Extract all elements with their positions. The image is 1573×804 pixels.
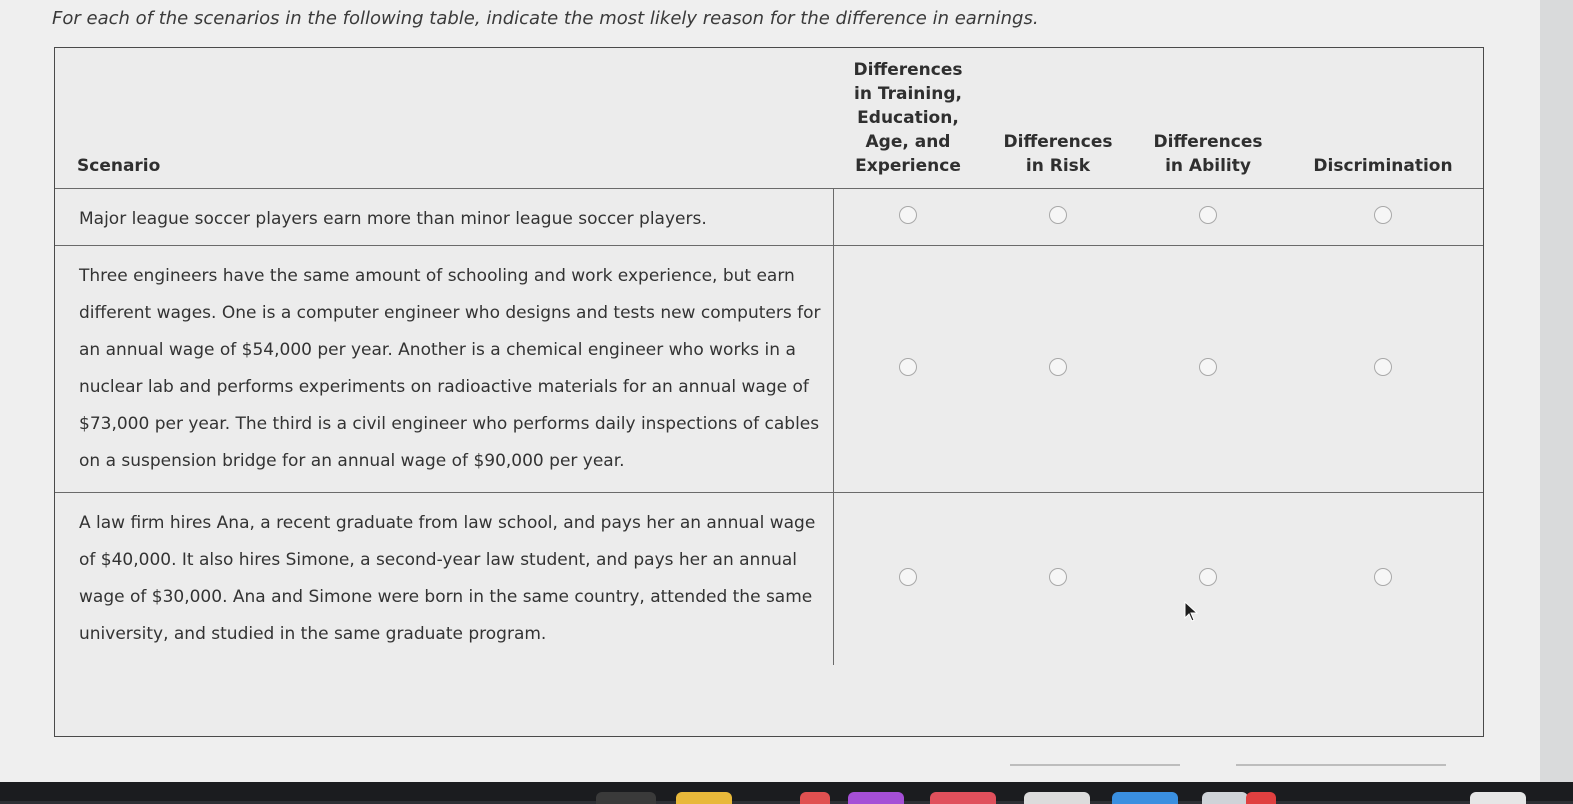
divider-line [1010,764,1180,766]
radio-discrimination-row-1[interactable] [1374,206,1392,224]
dock-app-icon[interactable] [1246,792,1276,804]
table-row [55,189,1483,246]
dock-app-icon[interactable] [1112,792,1178,804]
scenario-text: A law firm hires Ana, a recent graduate from law school, and pays her an annual wage of $40,000. It also hires Simone, a second-year law student, and pays her an annual wage of $30,000. Ana and Simone were born in the same country, attended the same university, and studied in the same graduate program. [55,493,833,666]
radio-cell [983,189,1133,246]
scenario-table [55,48,1483,665]
dock-app-icon[interactable] [676,792,732,804]
radio-cell [1283,246,1483,493]
table-row [55,493,1483,666]
scenario-text: Major league soccer players earn more than minor league soccer players. [55,189,833,246]
mouse-pointer-icon [1184,601,1198,623]
column-header-scenario: Scenario [55,48,833,189]
scenario-table-container [54,47,1484,737]
radio-cell [833,246,983,493]
dock-app-icon[interactable] [596,792,656,804]
radio-risk-row-3[interactable] [1049,568,1067,586]
table-header-row [55,48,1483,189]
column-header-discrimination: Discrimination [1283,48,1483,189]
radio-cell [1133,246,1283,493]
column-header-training: Differences in Training, Education, Age, and Experience [833,48,983,189]
column-header-ability: Differences in Ability [1133,48,1283,189]
scenario-text: Three engineers have the same amount of schooling and work experience, but earn different wages. One is a computer engineer who designs and tests new computers for an annual wage of $54,000 per year. Another is a chemical engineer who works in a nuclear lab and performs experiments on radioactive materials for an annual wage of $73,000 per year. The third is a civil engineer who performs daily inspections of cables on a suspension bridge for an annual wage of $90,000 per year. [55,246,833,493]
radio-cell [1133,189,1283,246]
dock-app-icon[interactable] [800,792,830,804]
radio-ability-row-2[interactable] [1199,358,1217,376]
dock-app-icon[interactable] [1024,792,1090,804]
radio-training-row-2[interactable] [899,358,917,376]
dock-app-icon[interactable] [1202,792,1248,804]
radio-cell [983,246,1133,493]
radio-discrimination-row-3[interactable] [1374,568,1392,586]
column-header-risk: Differences in Risk [983,48,1133,189]
radio-cell [1283,189,1483,246]
radio-cell [983,493,1133,666]
radio-training-row-1[interactable] [899,206,917,224]
table-row [55,246,1483,493]
radio-ability-row-1[interactable] [1199,206,1217,224]
radio-risk-row-1[interactable] [1049,206,1067,224]
radio-discrimination-row-2[interactable] [1374,358,1392,376]
radio-risk-row-2[interactable] [1049,358,1067,376]
dock-bar [0,782,1573,801]
radio-ability-row-3[interactable] [1199,568,1217,586]
radio-training-row-3[interactable] [899,568,917,586]
dock-app-icon[interactable] [848,792,904,804]
window-edge [1540,0,1573,782]
radio-cell [833,493,983,666]
dock-app-icon[interactable] [1470,792,1526,804]
radio-cell [1283,493,1483,666]
radio-cell [833,189,983,246]
dock-app-icon[interactable] [930,792,996,804]
radio-cell [1133,493,1283,666]
divider-line [1236,764,1446,766]
question-prompt: For each of the scenarios in the following table, indicate the most likely reason for the difference in earnings. [52,8,1039,29]
